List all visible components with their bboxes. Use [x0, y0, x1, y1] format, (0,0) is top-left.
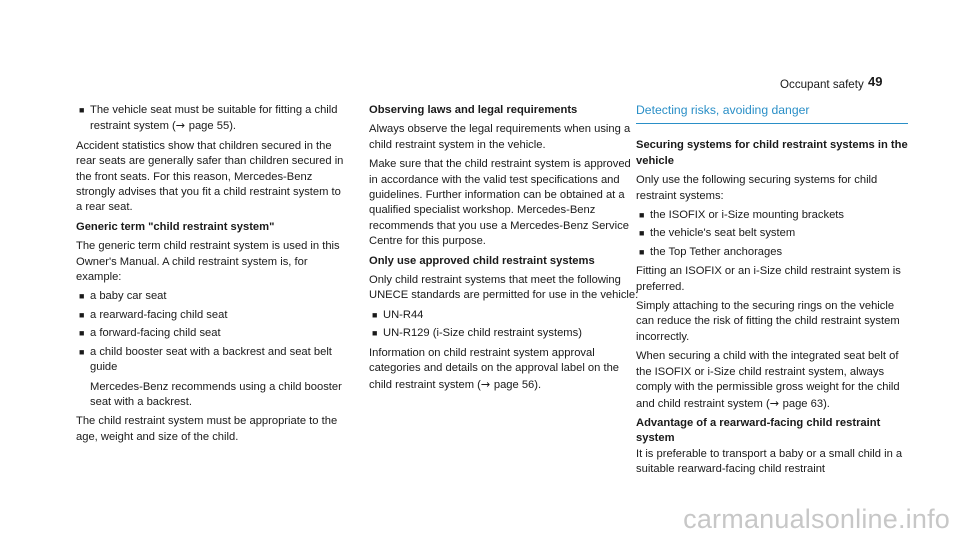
bullet-icon: ■ — [372, 309, 378, 320]
paragraph: Accident statistics show that children secured in the rear seats are generally safer than children secured in the front seats. For this reason, Mercedes-Benz strongly advises that you fit a child restraint system to a rear seat. — [76, 139, 344, 214]
list-item: ■ a forward-facing child seat — [76, 326, 348, 341]
paragraph: Make sure that the child restraint system is approved in accordance with the valid test specifications and guidelines. Further information can be obtained at a qualified specialist workshop. Mercedes-Benz recommends that you use a Mercedes-Benz Service Centre for this purpose. — [369, 158, 631, 248]
bullet-icon: ■ — [639, 246, 645, 257]
page-ref-link[interactable]: page 56 — [493, 378, 535, 391]
running-head: Occupant safety — [780, 78, 864, 91]
page-ref-link[interactable]: page 55 — [188, 120, 230, 133]
bullet-icon: ■ — [639, 228, 645, 239]
paragraph: Information on child restraint system approval categories and details on the approval label on the child restraint system (→ page 56). — [369, 346, 620, 391]
list-item: ■ UN-R129 (i-Size child restraint systems) — [369, 326, 641, 341]
subheading: Advantage of a rearward-facing child restraint system — [636, 416, 881, 445]
bullet-icon: ■ — [372, 328, 378, 339]
bullet-icon: ■ — [79, 291, 85, 302]
bullet-icon: ■ — [79, 309, 85, 320]
column-right — [636, 103, 908, 482]
list-item: ■ a baby car seat — [76, 289, 348, 304]
subheading: Only use approved child restraint systems — [369, 254, 595, 267]
watermark: carmanualsonline.info — [683, 503, 950, 534]
paragraph: Always observe the legal requirements when using a child restraint system in the vehicle. — [369, 123, 631, 151]
list-item: ■ a child booster seat with a backrest and seat belt guide — [79, 345, 332, 374]
paragraph: Simply attaching to the securing rings on the vehicle can reduce the risk of fitting the child restraint system incorrectly. — [636, 300, 900, 343]
list-item: ■ the ISOFIX or i-Size mounting brackets — [636, 208, 908, 223]
subheading: Generic term "child restraint system" — [76, 220, 275, 233]
arrow-icon: → — [769, 396, 783, 410]
paragraph: The child restraint system must be appropriate to the age, weight and size of the child. — [76, 415, 338, 443]
list-item: ■ UN-R44 — [369, 308, 641, 323]
list-item: ■ a rearward-facing child seat — [76, 308, 348, 323]
paragraph: The generic term child restraint system is used in this Owner's Manual. A child restraint system is, for example: — [76, 240, 340, 284]
column-middle — [369, 103, 641, 397]
arrow-icon: → — [480, 377, 494, 391]
paragraph: Fitting an ISOFIX or an i-Size child restraint system is preferred. — [636, 265, 901, 293]
standards-list — [369, 308, 641, 342]
section-divider — [636, 123, 908, 124]
page-number: 49 — [868, 74, 883, 89]
bullet-icon: ■ — [639, 210, 645, 221]
paragraph: When securing a child with the integrated seat belt of the ISOFIX or i-Size child restraint system, always comply with the permissible gross weight for the child and child restraint system (→ page 63). — [636, 350, 900, 410]
paragraph: Only child restraint systems that meet the following UNECE standards are permitted for use in the vehicle: — [369, 274, 639, 302]
page-ref-link[interactable]: page 63 — [782, 397, 824, 410]
paragraph: It is preferable to transport a baby or a small child in a suitable rearward-facing child restraint — [636, 447, 903, 476]
subheading: Observing laws and legal requirements — [369, 104, 578, 116]
bullet-icon: ■ — [79, 105, 85, 115]
section-title: Detecting risks, avoiding danger — [636, 103, 810, 117]
paragraph: Only use the following securing systems for child restraint systems: — [636, 174, 878, 202]
indented-note: Mercedes-Benz recommends using a child booster seat with a backrest. — [90, 380, 342, 408]
list-item: ■ the Top Tether anchorages — [636, 245, 908, 260]
intro-bullet-list — [76, 103, 348, 135]
example-list — [76, 289, 348, 375]
securing-systems-list — [636, 208, 908, 260]
list-item: ■ the vehicle's seat belt system — [636, 226, 908, 241]
bullet-icon: ■ — [79, 346, 85, 357]
subheading: Securing systems for child restraint systems in the vehicle — [636, 139, 908, 167]
arrow-icon: → — [175, 119, 189, 133]
bullet-icon: ■ — [79, 328, 85, 339]
list-item: ■ The vehicle seat must be suitable for fitting a child restraint system (→ page 55). — [79, 104, 338, 133]
column-left — [76, 103, 348, 449]
